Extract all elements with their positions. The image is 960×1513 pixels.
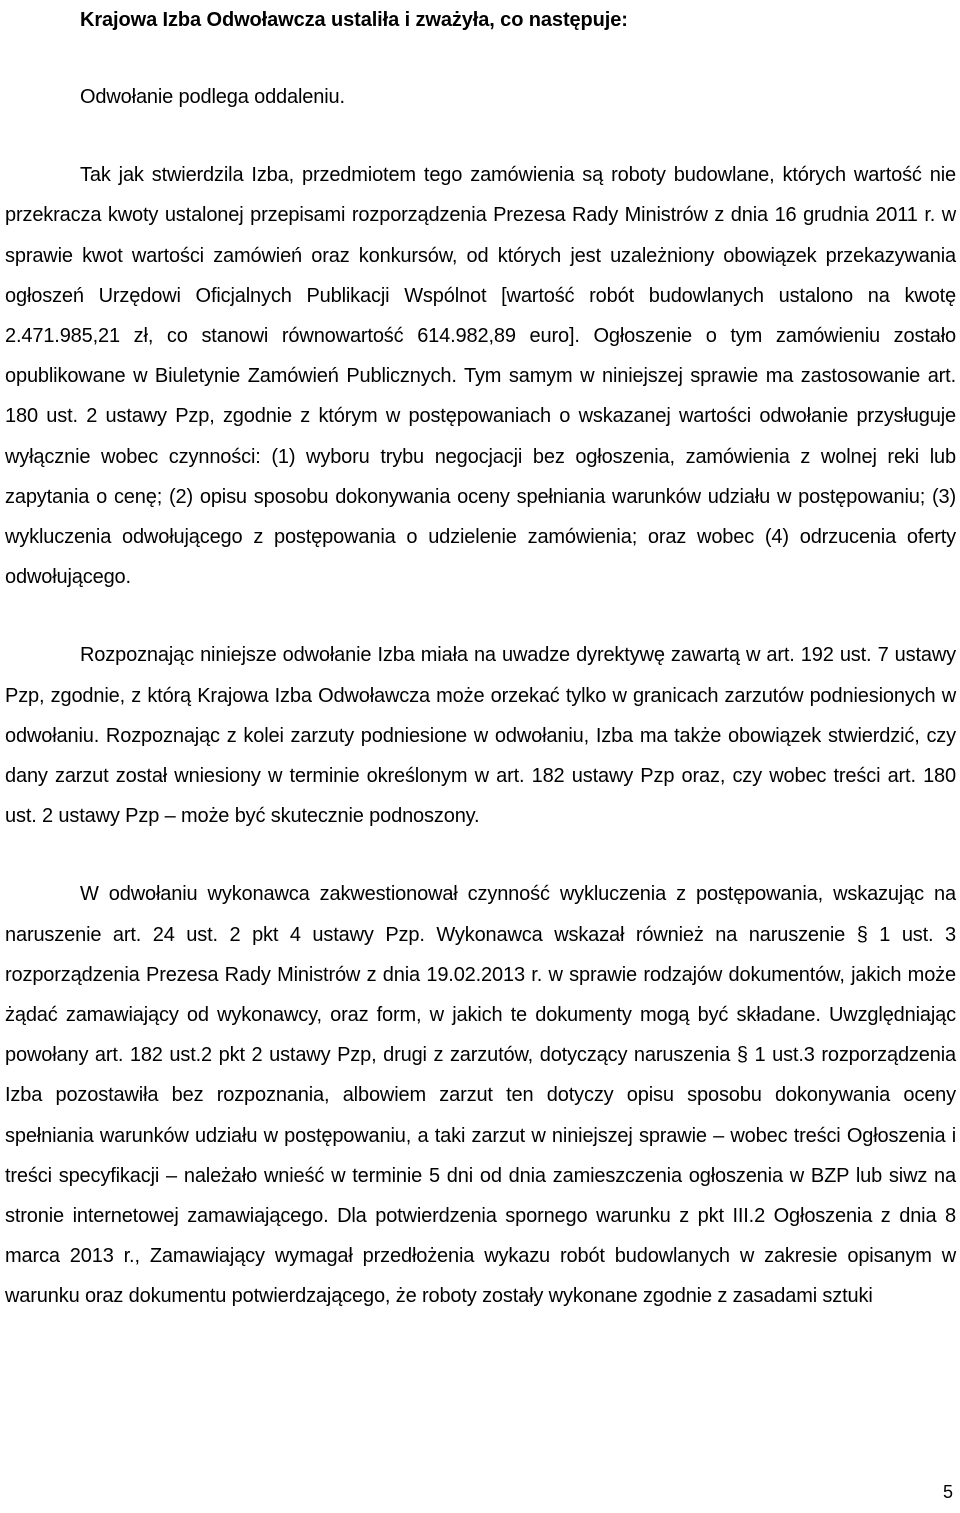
paragraph-dyrektywa: Rozpoznając niniejsze odwołanie Izba miała na uwadze dyrektywę zawartą w art. 192 ust. 7 ustawy Pzp, zgodnie, z którą Krajowa Izba Odwoławcza może orzekać tylko w granicach zarzutów podniesionych w odwołaniu. Rozpoznając z kolei zarzuty podniesione w odwołaniu, Izba ma także obowiązek stwierdzić, czy dany zarzut został wniesiony w terminie określonym w art. 182 ustawy Pzp oraz, czy wobec treści art. 180 ust. 2 ustawy Pzp – może być skutecznie podnoszony. — [5, 644, 956, 828]
paragraph-oddalenie: Odwołanie podlega oddaleniu. — [80, 86, 345, 108]
paragraph-zarzut-wykluczenia: W odwołaniu wykonawca zakwestionował czynność wykluczenia z postępowania, wskazując na naruszenie art. 24 ust. 2 pkt 4 ustawy Pzp. Wykonawca wskazał również na naruszenie § 1 ust. 3 rozporządzenia Prezesa Rady Ministrów z dnia 19.02.2013 r. w sprawie rodzajów dokumentów, jakich może żądać zamawiający od wykonawcy, oraz form, w jakich te dokumenty mogą być składane. Uwzględniając powołany art. 182 ust.2 pkt 2 ustawy Pzp, drugi z zarzutów, dotyczący naruszenia § 1 ust.3 rozporządzenia Izba pozostawiła bez rozpoznania, albowiem zarzut ten dotyczy opisu sposobu dokonywania oceny spełniania warunków udziału w postępowaniu, a taki zarzut w niniejszej sprawie – wobec treści Ogłoszenia i treści specyfikacji – należało wnieść w terminie 5 dni od dnia zamieszczenia ogłoszenia w BZP lub siwz na stronie internetowej zamawiającego. Dla potwierdzenia spornego warunku z pkt III.2 Ogłoszenia z dnia 8 marca 2013 r., Zamawiający wymagał przedłożenia wykazu robót budowlanych w zakresie opisanym w warunku oraz dokumentu potwierdzającego, że roboty zostały wykonane zgodnie z zasadami sztuki — [5, 883, 956, 1308]
document-page — [5, 0, 956, 1317]
section-heading: Krajowa Izba Odwoławcza ustaliła i zważyła, co następuje: — [80, 9, 628, 31]
page-number: 5 — [942, 1482, 953, 1502]
paragraph-przedmiot-zamowienia: Tak jak stwierdzila Izba, przedmiotem tego zamówienia są roboty budowlane, których wartość nie przekracza kwoty ustalonej przepisami rozporządzenia Prezesa Rady Ministrów z dnia 16 grudnia 2011 r. w sprawie kwot wartości zamówień oraz konkursów, od których jest uzależniony obowiązek przekazywania ogłoszeń Urzędowi Oficjalnych Publikacji Wspólnot [wartość robót budowlanych ustalono na kwotę 2.471.985,21 zł, co stanowi równowartość 614.982,89 euro]. Ogłoszenie o tym zamówieniu zostało opublikowane w Biuletynie Zamówień Publicznych. Tym samym w niniejszej sprawie ma zastosowanie art. 180 ust. 2 ustawy Pzp, zgodnie z którym w postępowaniach o wskazanej wartości odwołanie przysługuje wyłącznie wobec czynności: (1) wyboru trybu negocjacji bez ogłoszenia, zamówienia z wolnej reki lub zapytania o cenę; (2) opisu sposobu dokonywania oceny spełniania warunków udziału w postępowaniu; (3) wykluczenia odwołującego z postępowania o udzielenie zamówienia; oraz wobec (4) odrzucenia oferty odwołującego. — [5, 164, 956, 589]
